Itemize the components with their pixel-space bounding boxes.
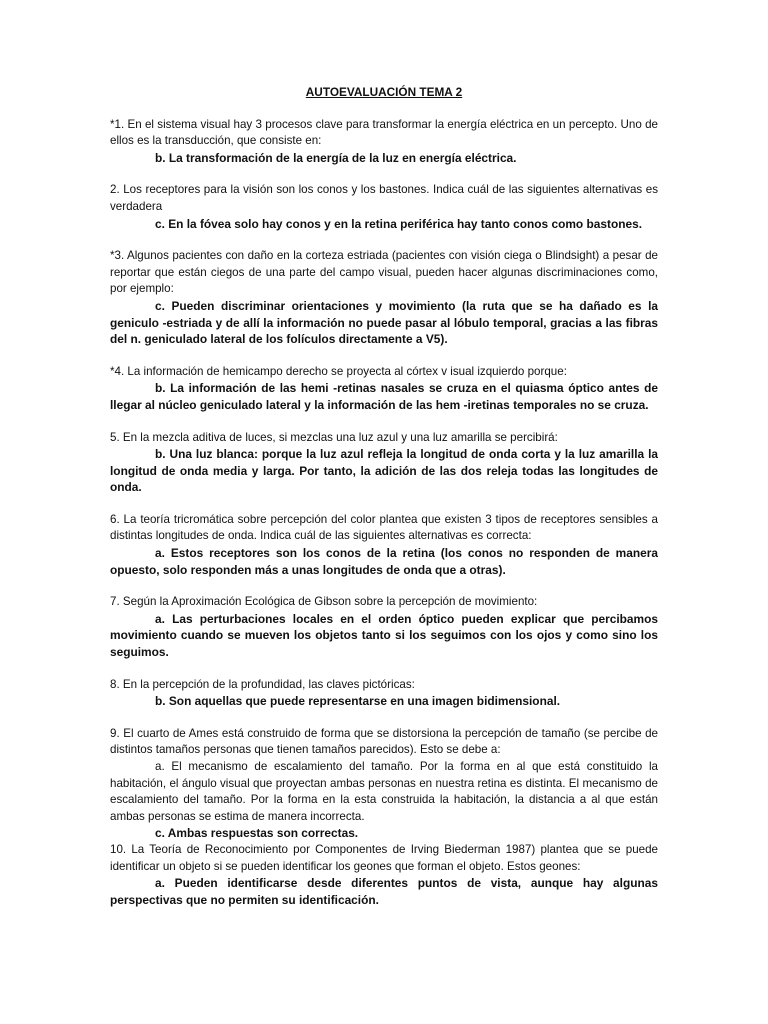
question-2 [110,182,658,232]
question-stem: 5. En la mezcla aditiva de luces, si mezclas una luz azul y una luz amarilla se percibirá: [110,430,558,444]
question-stem: 7. Según la Aproximación Ecológica de Gibson sobre la percepción de movimiento: [110,595,538,609]
question-5 [110,430,658,496]
question-8 [110,677,658,710]
question-stem: *4. La información de hemicampo derecho se proyecta al córtex v isual izquierdo porque: [110,364,567,378]
question-answer: a. Las perturbaciones locales en el orden óptico pueden explicar que percibamos movimiento cuando se mueven los objetos tanto si los seguimos con los ojos y como sino los seguimos. [110,611,658,660]
document-title: AUTOEVALUACIÓN TEMA 2 [305,85,463,99]
question-stem: 2. Los receptores para la visión son los conos y los bastones. Indica cuál de las siguientes alternativas es verdadera [110,183,658,213]
question-9 [110,726,658,842]
document-page [110,84,658,924]
question-stem: *1. En el sistema visual hay 3 procesos clave para transformar la energía eléctrica en un percepto. Uno de ellos es la transducción, que consiste en: [110,117,658,148]
question-answer: a. Pueden identificarse desde diferentes puntos de vista, aunque hay algunas perspectivas que no permiten su identificación. [110,876,658,907]
question-4 [110,364,658,414]
question-answer: a. Estos receptores son los conos de la retina (los conos no responden de manera opuesto, solo responden más a unas longitudes de onda que a otras). [110,546,658,577]
question-answer: c. En la fóvea solo hay conos y en la retina periférica hay tanto conos como bastones. [155,216,642,231]
question-answer: b. Una luz blanca: porque la luz azul refleja la longitud de onda corta y la luz amarilla la longitud de onda media y larga. Por tanto, la adición de las dos releja todas las longitudes de onda. [110,447,658,495]
question-answer: b. La información de las hemi -retinas nasales se cruza en el quiasma óptico antes de llegar al núcleo geniculado lateral y la información de las hem -iretinas temporales no se cruza. [110,381,658,412]
question-10 [110,842,658,908]
question-3 [110,248,658,348]
question-stem: 8. En la percepción de la profundidad, las claves pictóricas: [110,677,415,691]
question-option: a. El mecanismo de escalamiento del tamaño. Por la forma en al que está constituido la habitación, el ángulo visual que proyectan ambas personas en nuestra retina es distinta. El mecanismo de escalamiento del tamaño. Por la forma en la esta construida la habitación, la distancia a al que están ambas personas se estima de manera incorrecta. [110,760,658,823]
question-stem: 6. La teoría tricromática sobre percepción del color plantea que existen 3 tipos de receptores sensibles a distintas longitudes de onda. Indica cuál de las siguientes alternativas es correcta: [110,512,658,543]
question-stem: *3. Algunos pacientes con daño en la corteza estriada (pacientes con visión ciega o Blindsight) a pesar de reportar que están ciegos de una parte del campo visual, pueden hacer algunas discriminaciones como, por ejemplo: [110,249,658,296]
question-answer: b. Son aquellas que puede representarse en una imagen bidimensional. [155,694,561,709]
question-answer: b. La transformación de la energía de la luz en energía eléctrica. [155,150,517,165]
question-answer: c. Pueden discriminar orientaciones y movimiento (la ruta que se ha dañado es la geniculo -estriada y de allí la información no puede pasar al lóbulo temporal, gracias a las fibras del n. geniculado lateral de los folículos directamente a V5). [110,298,658,347]
question-stem: 9. El cuarto de Ames está construido de forma que se distorsiona la percepción de tamaño (se percibe de distintos tamaños personas que tienen tamaños parecidos). Esto se debe a: [110,726,658,757]
question-answer: c. Ambas respuestas son correctas. [155,826,359,841]
question-6 [110,512,658,578]
question-7 [110,594,658,660]
question-1 [110,117,658,167]
question-stem: 10. La Teoría de Reconocimiento por Componentes de Irving Biederman 1987) plantea que se puede identificar un objeto si se pueden identificar los geones que forman el objeto. Estos geones: [110,842,658,873]
